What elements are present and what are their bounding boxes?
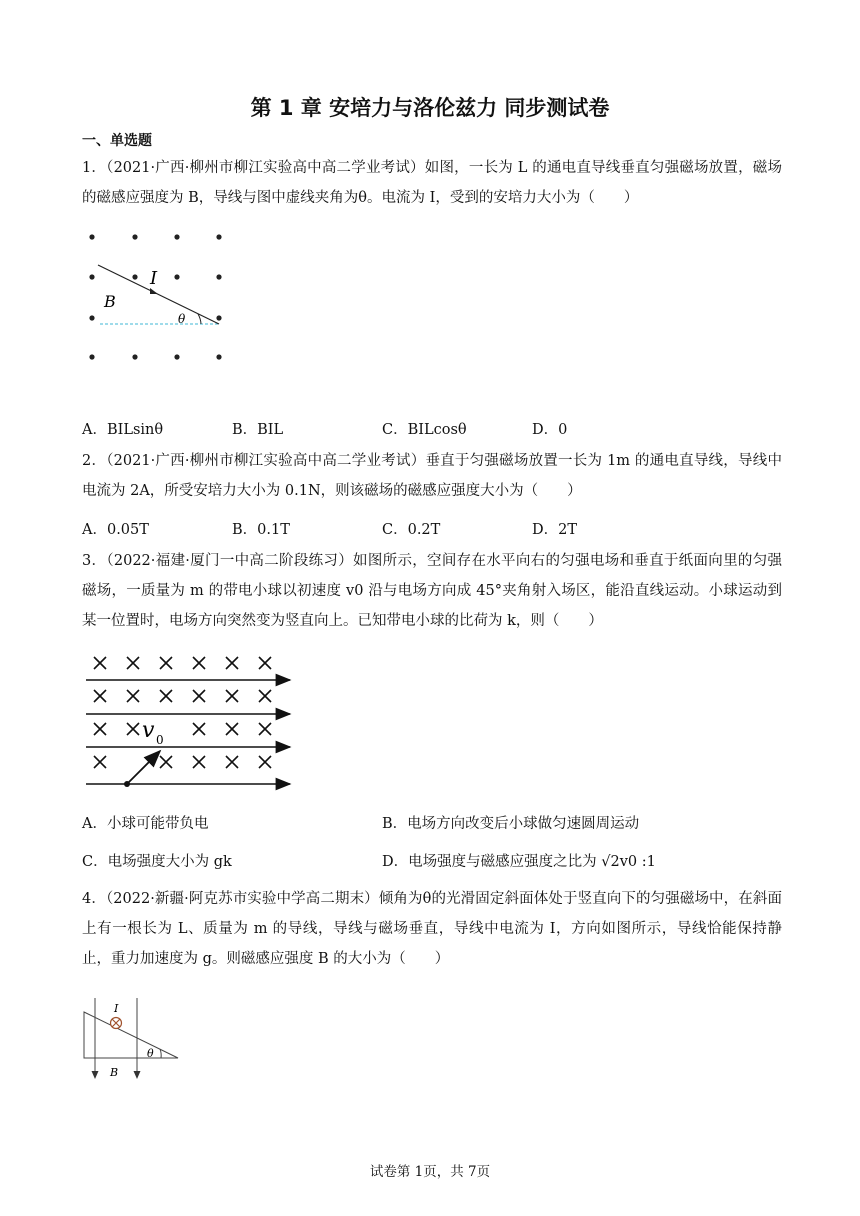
page-footer: 试卷第 1页，共 7页	[369, 1164, 491, 1180]
current-label: I	[114, 1002, 119, 1015]
question-4-figure	[80, 994, 190, 1084]
angle-label: θ	[147, 1047, 154, 1060]
question-3-text: 3．（2022·福建·厦门一中高二阶段练习）如图所示，空间存在水平向右的匀强电场和垂直于纸面向里的匀强磁场，一质量为 m 的带电小球以初速度 v0 沿与电场方向成 45°夹角射入场区，能沿直线运动。小球运动到某一位置时，电场方向突然变为竖直向上。已知带电小球的比荷为 k，则（ ）	[82, 553, 782, 629]
page-title: 第 1 章 安培力与洛伦兹力 同步测试卷	[250, 96, 610, 120]
current-wire	[98, 265, 219, 324]
question-1-figure	[80, 226, 240, 366]
field-label: B	[104, 292, 116, 311]
q3-option-b[interactable]: B．电场方向改变后小球做匀速圆周运动	[382, 816, 640, 832]
q1-option-b[interactable]: B．BIL	[232, 422, 284, 438]
q3-option-c[interactable]: C．电场强度大小为 gk	[82, 854, 232, 870]
magnetic-cross-marks	[94, 657, 271, 768]
q2-option-d[interactable]: D．2T	[532, 522, 578, 538]
field-label: B	[110, 1066, 119, 1079]
field-lines	[86, 680, 290, 784]
angle-arc	[160, 1049, 161, 1058]
angle-label: θ	[178, 312, 186, 326]
question-4-text: 4．（2022·新疆·阿克苏市实验中学高二期末）倾角为θ的光滑固定斜面体处于竖直向下的匀强磁场中，在斜面上有一根长为 L、质量为 m 的导线，导线与磁场垂直，导线中电流为 I，方向如图所示，导线恰能保持静止，重力加速度为 g。则磁感应强度 B 的大小为（ ）	[82, 891, 782, 967]
velocity-label: v	[142, 718, 155, 743]
current-label: I	[150, 268, 158, 289]
section-heading: 一、单选题	[82, 133, 152, 149]
q1-option-d[interactable]: D．0	[532, 422, 568, 438]
question-1-text: 1．（2021·广西·柳州市柳江实验高中高二学业考试）如图，一长为 L 的通电直导线垂直匀强磁场放置，磁场的磁感应强度为 B，导线与图中虚线夹角为θ。电流为 I，受到的安培力大小为（ ）	[82, 160, 782, 206]
q2-option-c[interactable]: C．0.2T	[382, 522, 441, 538]
question-2-text: 2．（2021·广西·柳州市柳江实验高中高二学业考试）垂直于匀强磁场放置一长为 1m 的通电直导线，导线中电流为 2A，所受安培力大小为 0.1N，则该磁场的磁感应强度大小为（ ）	[82, 453, 782, 499]
incline	[84, 1012, 178, 1058]
q1-option-c[interactable]: C．BILcosθ	[382, 422, 467, 438]
q3-option-a[interactable]: A．小球可能带负电	[82, 816, 209, 832]
q1-option-a[interactable]: A．BILsinθ	[82, 422, 164, 438]
question-3-figure	[82, 650, 297, 792]
velocity-subscript: 0	[156, 733, 164, 747]
q2-option-b[interactable]: B．0.1T	[232, 522, 290, 538]
q2-option-a[interactable]: A．0.05T	[82, 522, 149, 538]
q3-option-d[interactable]: D．电场强度与磁感应强度之比为 √2v0 :1	[382, 854, 656, 870]
velocity-arrow	[127, 751, 160, 784]
